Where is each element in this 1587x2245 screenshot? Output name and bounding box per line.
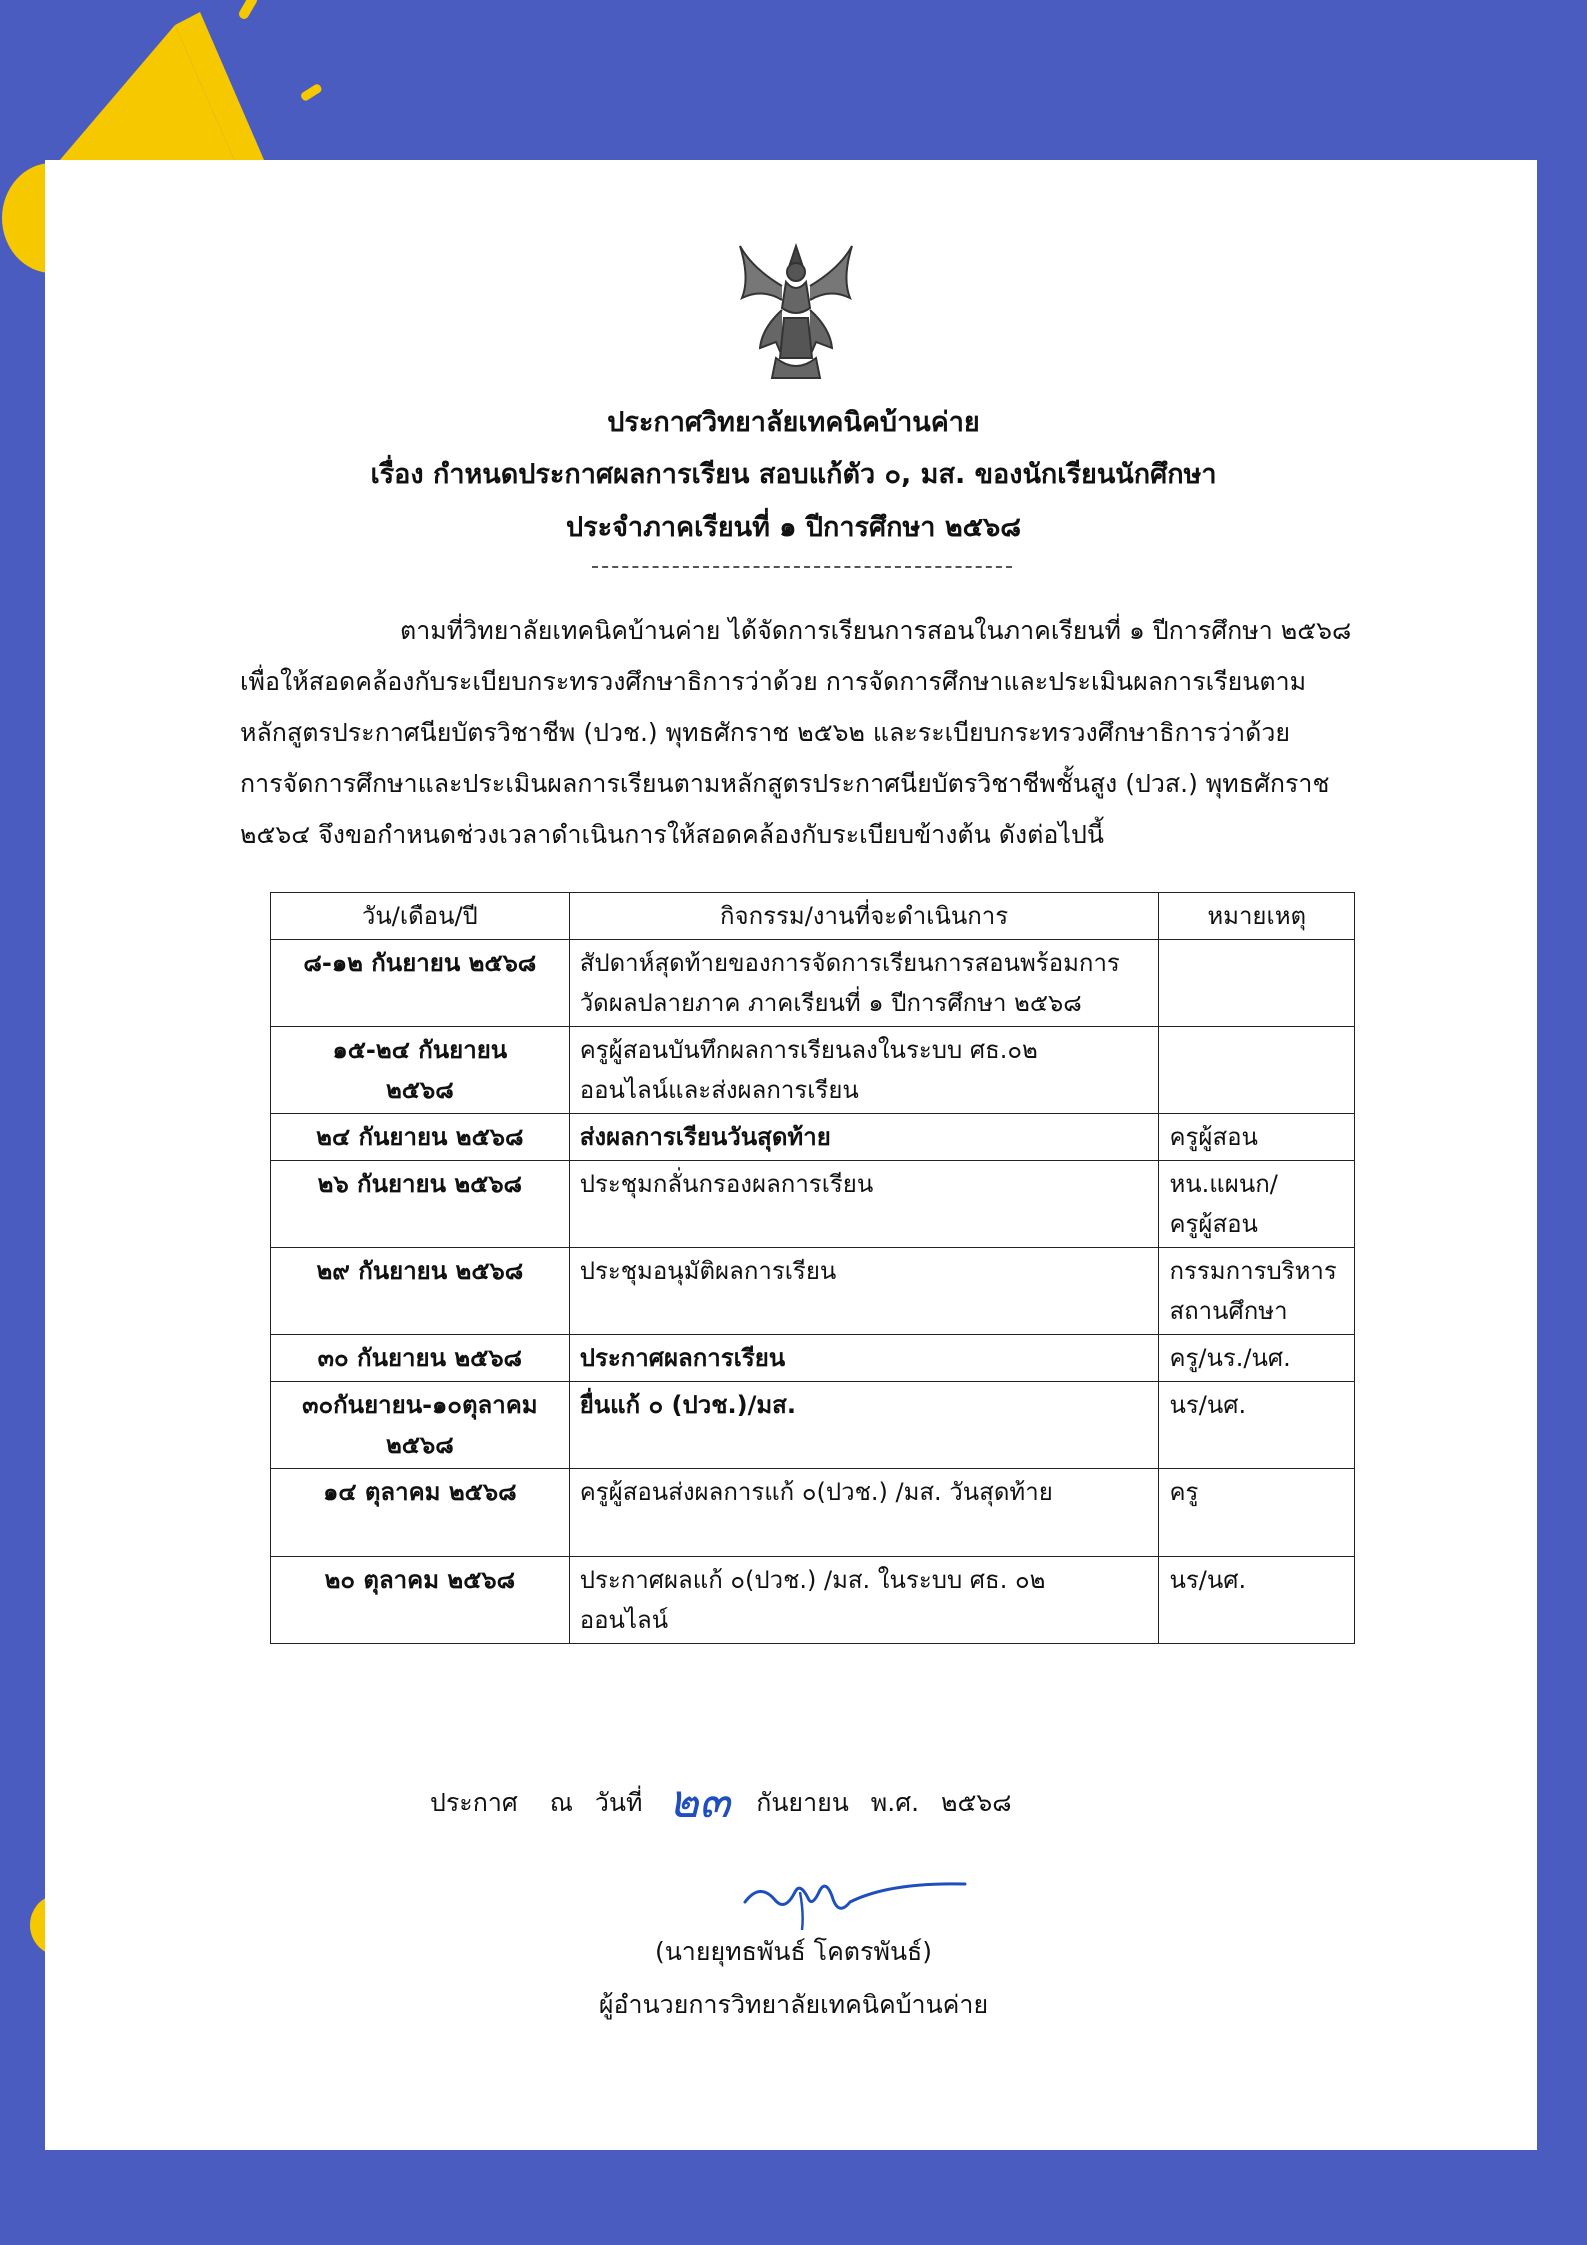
handwritten-signature — [740, 1862, 970, 1932]
cell-activity-line: ยื่นแก้ ๐ (ปวช.)/มส. — [579, 1391, 796, 1419]
cell-activity-line: ส่งผลการเรียนวันสุดท้าย — [579, 1123, 831, 1151]
cell-note-line: นร/นศ. — [1169, 1566, 1247, 1594]
body-line: การจัดการศึกษาและประเมินผลการเรียนตามหลักสูตรประกาศนียบัตรวิชาชีพชั้นสูง (ปวส.) พุทธศักราช — [240, 769, 1330, 798]
cell-activity — [569, 1335, 1159, 1382]
cell-date — [271, 1557, 570, 1644]
announce-month: กันยายน — [756, 1788, 849, 1817]
cell-date-line: ๒๕๖๘ — [385, 1431, 454, 1459]
cell-date — [271, 1027, 570, 1114]
signatory-name: (นายยุทธพันธ์ โคตรพันธ์) — [654, 1937, 933, 1966]
separator-line — [592, 566, 1012, 568]
announce-prefix: ประกาศ — [430, 1788, 518, 1817]
cell-note-line: ครูผู้สอน — [1169, 1210, 1258, 1238]
cell-note-line: ครู — [1169, 1478, 1199, 1506]
table-row — [271, 1335, 1355, 1382]
cell-activity — [569, 1382, 1159, 1469]
cell-date — [271, 940, 570, 1027]
table-row — [271, 1382, 1355, 1469]
signatory-title: ผู้อำนวยการวิทยาลัยเทคนิคบ้านค่าย — [598, 1990, 989, 2019]
cell-note — [1159, 1335, 1355, 1382]
document-subject: เรื่อง กำหนดประกาศผลการเรียน สอบแก้ตัว ๐, มส. ของนักเรียนนักศึกษา — [370, 459, 1217, 490]
cell-note — [1159, 1248, 1355, 1335]
cell-note — [1159, 1382, 1355, 1469]
body-line: ตามที่วิทยาลัยเทคนิคบ้านค่าย ได้จัดการเรียนการสอนในภาคเรียนที่ ๑ ปีการศึกษา ๒๕๖๘ — [400, 616, 1352, 645]
cell-activity — [569, 1161, 1159, 1248]
cell-note-line: นร/นศ. — [1169, 1391, 1247, 1419]
cell-date — [271, 1248, 570, 1335]
cell-activity-line: ประกาศผลการเรียน — [579, 1344, 786, 1372]
table-row — [271, 1027, 1355, 1114]
body-line: ๒๕๖๔ จึงขอกำหนดช่วงเวลาดำเนินการให้สอดคล้องกับระเบียบข้างต้น ดังต่อไปนี้ — [240, 820, 1104, 849]
cell-activity — [569, 1557, 1159, 1644]
handwritten-day: ๒๓ — [668, 1774, 731, 1828]
body-line: หลักสูตรประกาศนียบัตรวิชาชีพ (ปวช.) พุทธศักราช ๒๕๖๒ และระเบียบกระทรวงศึกษาธิการว่าด้วย — [240, 718, 1291, 747]
announce-day-label: วันที่ — [594, 1788, 643, 1817]
table-row — [271, 940, 1355, 1027]
cell-note — [1159, 1469, 1355, 1557]
column-header-activity: กิจกรรม/งานที่จะดำเนินการ — [569, 893, 1159, 940]
cell-date-line: ๒๕๖๘ — [385, 1076, 454, 1104]
announce-era: พ.ศ. — [870, 1788, 920, 1817]
cell-date-line: ๒๔ กันยายน ๒๕๖๘ — [316, 1123, 524, 1151]
column-header-date: วัน/เดือน/ปี — [271, 893, 570, 940]
cell-note — [1159, 940, 1355, 1027]
cell-note-line: สถานศึกษา — [1169, 1297, 1288, 1325]
cell-activity — [569, 1027, 1159, 1114]
cell-activity-line: ประกาศผลแก้ ๐(ปวช.) /มส. ในระบบ ศธ. ๐๒ — [579, 1566, 1046, 1594]
schedule-table — [270, 892, 1355, 1644]
table-row — [271, 1114, 1355, 1161]
cell-date — [271, 1382, 570, 1469]
garuda-emblem — [732, 238, 860, 388]
announce-year: ๒๕๖๘ — [941, 1788, 1012, 1817]
column-header-note: หมายเหตุ — [1159, 893, 1355, 940]
cell-activity — [569, 940, 1159, 1027]
table-row — [271, 1557, 1355, 1644]
cell-activity-line: ออนไลน์ — [579, 1606, 669, 1634]
cell-date-line: ๑๕-๒๔ กันยายน — [332, 1036, 508, 1064]
cell-note — [1159, 1161, 1355, 1248]
cell-activity-line: วัดผลปลายภาค ภาคเรียนที่ ๑ ปีการศึกษา ๒๕๖๘ — [579, 989, 1082, 1017]
body-line: เพื่อให้สอดคล้องกับระเบียบกระทรวงศึกษาธิการว่าด้วย การจัดการศึกษาและประเมินผลการเรียนตาม — [240, 667, 1307, 696]
cell-note-line: ครู/นร./นศ. — [1169, 1344, 1291, 1372]
body-paragraph — [240, 605, 1355, 860]
table-body — [271, 940, 1355, 1644]
cell-date — [271, 1161, 570, 1248]
cell-date-line: ๑๔ ตุลาคม ๒๕๖๘ — [323, 1478, 517, 1506]
cell-note — [1159, 1557, 1355, 1644]
cell-activity-line: ออนไลน์และส่งผลการเรียน — [579, 1076, 859, 1104]
table-row — [271, 1248, 1355, 1335]
cell-note — [1159, 1027, 1355, 1114]
document-term: ประจำภาคเรียนที่ ๑ ปีการศึกษา ๒๕๖๘ — [565, 512, 1022, 543]
cell-activity-line: ครูผู้สอนส่งผลการแก้ ๐(ปวช.) /มส. วันสุดท้าย — [579, 1478, 1053, 1506]
cell-date-line: ๓๐กันยายน-๑๐ตุลาคม — [302, 1391, 538, 1419]
cell-date-line: ๒๖ กันยายน ๒๕๖๘ — [317, 1170, 523, 1198]
cell-date-line: ๓๐ กันยายน ๒๕๖๘ — [317, 1344, 523, 1372]
table-row — [271, 1469, 1355, 1557]
cell-date — [271, 1469, 570, 1557]
cell-note-line: ครูผู้สอน — [1169, 1123, 1258, 1151]
table-row — [271, 1161, 1355, 1248]
cell-activity-line: ประชุมกลั่นกรองผลการเรียน — [579, 1170, 874, 1198]
cell-activity — [569, 1248, 1159, 1335]
cell-note-line: กรรมการบริหาร — [1169, 1257, 1337, 1285]
document-heading: ประกาศวิทยาลัยเทคนิคบ้านค่าย — [607, 407, 980, 438]
cell-activity-line: สัปดาห์สุดท้ายของการจัดการเรียนการสอนพร้อมการ — [579, 949, 1120, 977]
cell-activity-line: ครูผู้สอนบันทึกผลการเรียนลงในระบบ ศธ.๐๒ — [579, 1036, 1038, 1064]
cell-activity — [569, 1114, 1159, 1161]
cell-activity-line: ประชุมอนุมัติผลการเรียน — [579, 1257, 837, 1285]
cell-date-line: ๒๐ ตุลาคม ๒๕๖๘ — [324, 1566, 516, 1594]
cell-activity — [569, 1469, 1159, 1557]
table-header-row — [271, 893, 1355, 940]
announcement-date — [430, 1765, 1012, 1838]
cell-date-line: ๒๙ กันยายน ๒๕๖๘ — [316, 1257, 524, 1285]
cell-note-line: หน.แผนก/ — [1169, 1170, 1278, 1198]
cell-date — [271, 1114, 570, 1161]
announce-at: ณ — [549, 1788, 573, 1817]
cell-date — [271, 1335, 570, 1382]
cell-date-line: ๘-๑๒ กันยายน ๒๕๖๘ — [303, 949, 537, 977]
cell-note — [1159, 1114, 1355, 1161]
